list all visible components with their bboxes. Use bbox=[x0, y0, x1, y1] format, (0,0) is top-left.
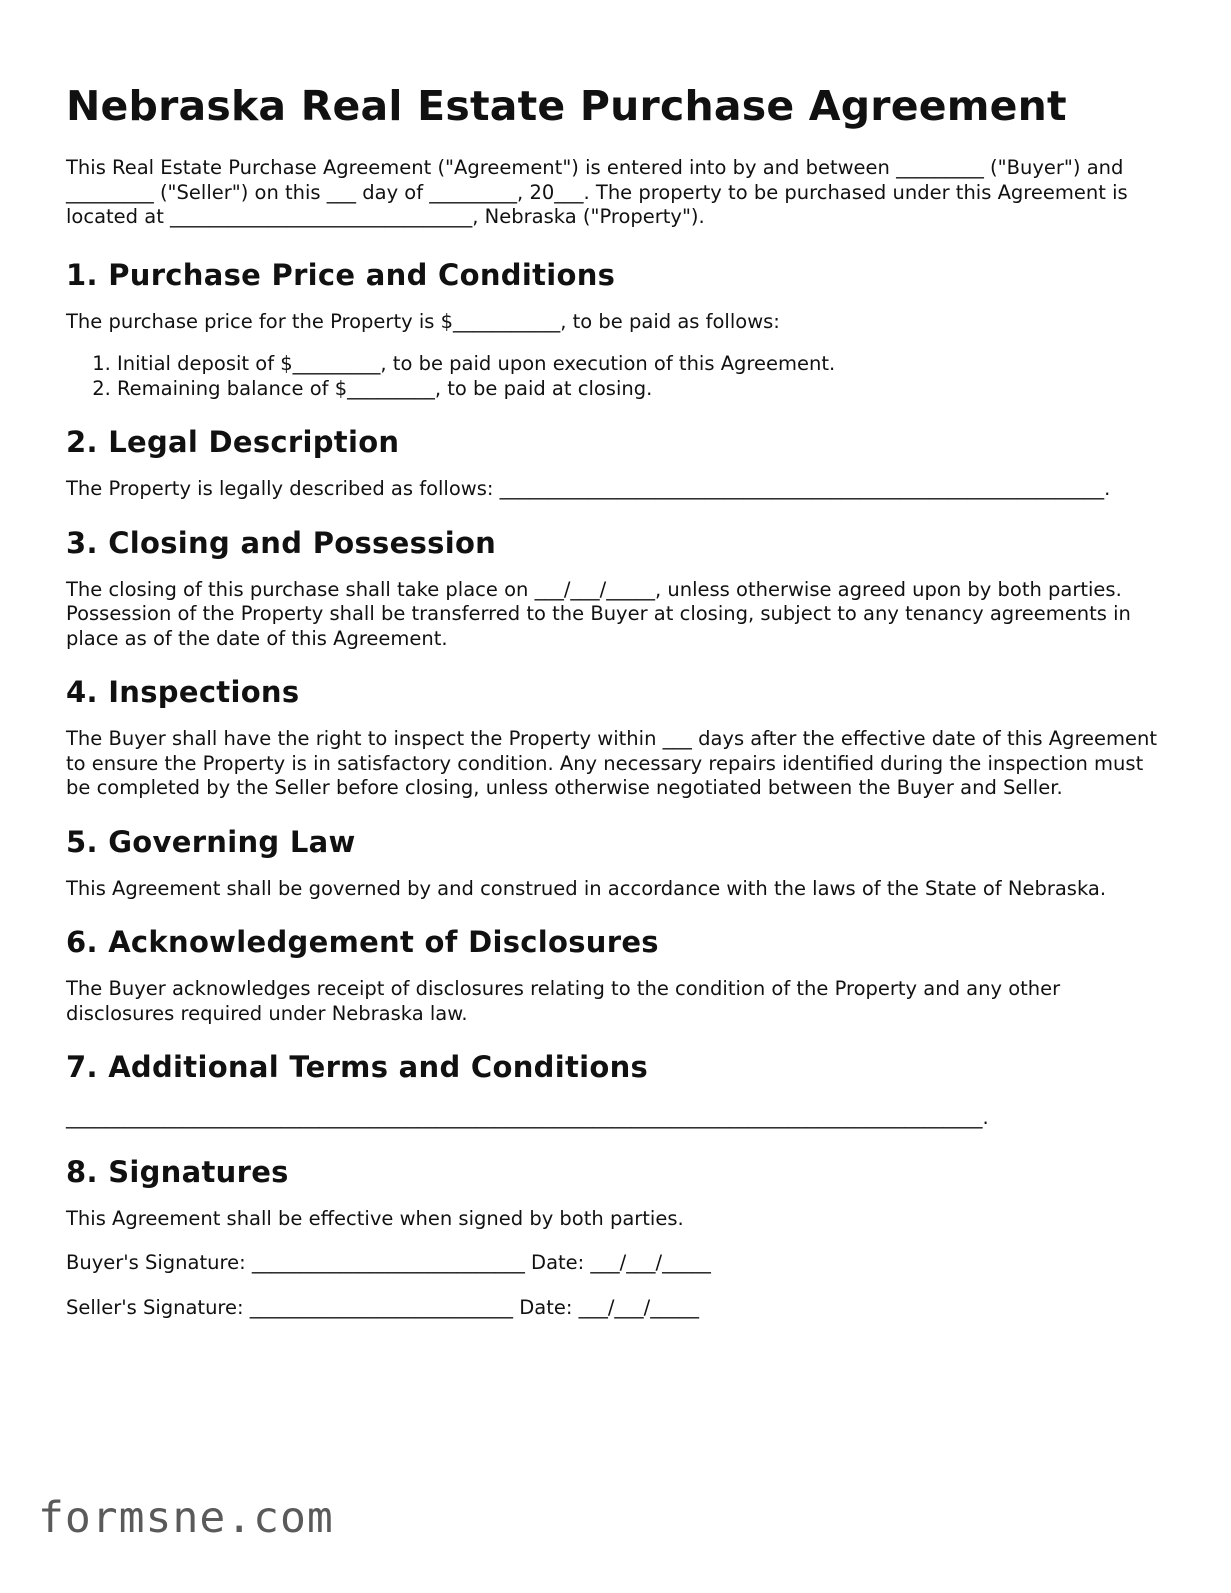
additional-terms-blank: ______________________________________________________________________________________________. bbox=[66, 1106, 989, 1129]
section-heading: 6. Acknowledgement of Disclosures bbox=[66, 925, 659, 959]
section-body: The closing of this purchase shall take place on ___/___/_____, unless otherwise agreed upon by both parties. Possession of the Property shall be transferred to the Buyer at closing, subject to any tenancy agreements in place as of the date of this Agreement. bbox=[66, 577, 1131, 650]
section-body: The purchase price for the Property is $___________, to be paid as follows: bbox=[66, 309, 780, 333]
buyer-signature-line: Buyer's Signature: ____________________________ Date: ___/___/_____ bbox=[66, 1251, 711, 1274]
seller-signature-line: Seller's Signature: ___________________________ Date: ___/___/_____ bbox=[66, 1295, 699, 1319]
section-body: The Property is legally described as follows: ______________________________________________________________. bbox=[66, 477, 1111, 500]
section-closing-possession bbox=[66, 524, 1166, 652]
list-item: 1. Initial deposit of $_________, to be paid upon execution of this Agreement. bbox=[117, 352, 1166, 377]
section-heading: 4. Inspections bbox=[66, 675, 300, 709]
section-signatures bbox=[66, 1153, 1166, 1321]
intro-paragraph: This Real Estate Purchase Agreement ("Agreement") is entered into by and between _________ ("Buyer") and _________ ("Seller") on this ___ day of _________, 20___. The property to be purchased under this Agreement is located at _______________________________, Nebraska ("Property"). bbox=[66, 156, 1128, 228]
document-page bbox=[66, 78, 1166, 1342]
section-purchase-price bbox=[66, 256, 1166, 402]
list-item: 2. Remaining balance of $_________, to be paid at closing. bbox=[117, 377, 1166, 402]
section-heading: 1. Purchase Price and Conditions bbox=[66, 257, 616, 292]
document-title: Nebraska Real Estate Purchase Agreement bbox=[66, 82, 1067, 130]
section-heading: 2. Legal Description bbox=[66, 425, 400, 459]
section-additional-terms bbox=[66, 1048, 1166, 1131]
section-body: This Agreement shall be governed by and construed in accordance with the laws of the State of Nebraska. bbox=[66, 876, 1107, 900]
section-disclosures bbox=[66, 923, 1166, 1026]
section-inspections bbox=[66, 673, 1166, 801]
watermark-logo: formsne.com bbox=[38, 1493, 334, 1543]
section-body: This Agreement shall be effective when signed by both parties. bbox=[66, 1206, 684, 1230]
section-heading: 3. Closing and Possession bbox=[66, 525, 497, 560]
section-body: The Buyer acknowledges receipt of disclosures relating to the condition of the Property and any other disclosures required under Nebraska law. bbox=[66, 977, 1061, 1025]
section-body: The Buyer shall have the right to inspect the Property within ___ days after the effective date of this Agreement to ensure the Property is in satisfactory condition. Any necessary repairs identified during the inspection must be completed by the Seller before closing, unless otherwise negotiated between the Buyer and Seller. bbox=[66, 727, 1158, 799]
section-governing-law bbox=[66, 823, 1166, 902]
section-heading: 5. Governing Law bbox=[66, 824, 356, 859]
section-legal-description bbox=[66, 423, 1166, 502]
section-heading: 7. Additional Terms and Conditions bbox=[66, 1050, 649, 1084]
section-heading: 8. Signatures bbox=[66, 1154, 289, 1189]
payment-list bbox=[66, 352, 1166, 401]
